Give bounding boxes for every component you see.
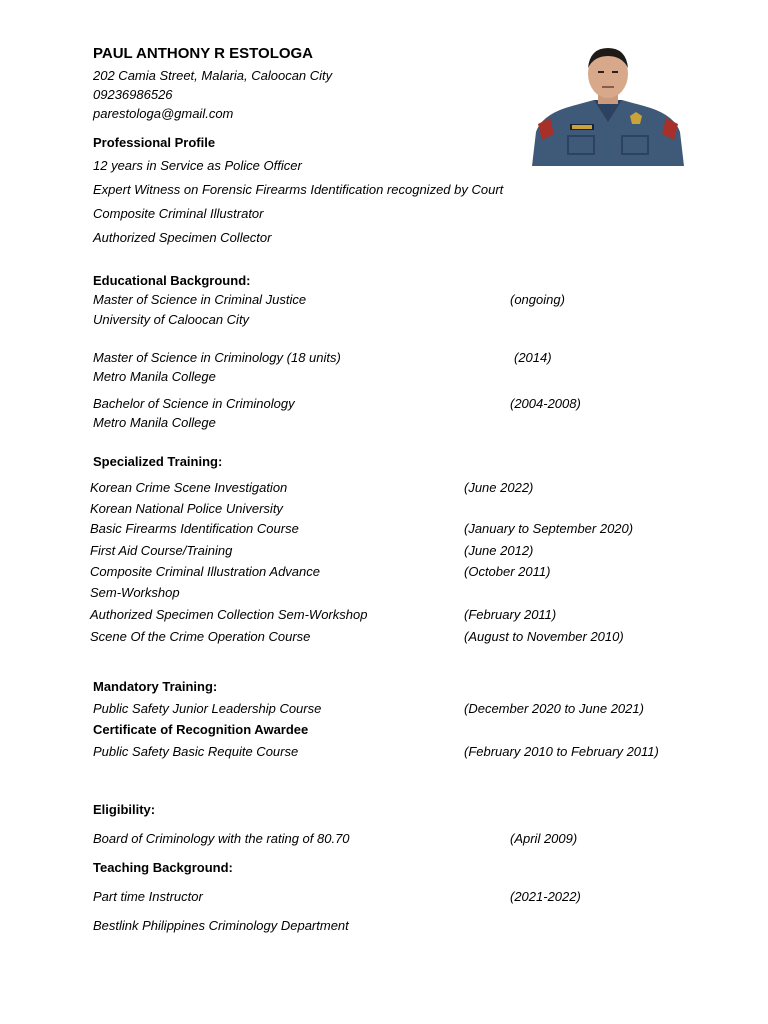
eligibility-item: Board of Criminology with the rating of 80.70 (93, 831, 350, 846)
education-degree: Master of Science in Criminal Justice (93, 292, 307, 307)
profile-item: 12 years in Service as Police Officer (93, 158, 302, 173)
award-line: Certificate of Recognition Awardee (93, 722, 309, 737)
email-line: parestologa@gmail.com (93, 106, 234, 121)
mandatory-date: (December 2020 to June 2021) (464, 701, 644, 716)
profile-item: Composite Criminal Illustrator (93, 206, 264, 221)
training-course: Composite Criminal Illustration Advance (90, 564, 321, 579)
education-school: University of Caloocan City (93, 312, 250, 327)
training-date: (June 2022) (464, 480, 534, 495)
mandatory-course: Public Safety Junior Leadership Course (93, 701, 322, 716)
training-course: Scene Of the Crime Operation Course (90, 629, 311, 644)
resume-name: PAUL ANTHONY R ESTOLOGA (93, 45, 314, 62)
training-date: (August to November 2010) (464, 629, 624, 644)
education-heading: Educational Background: (93, 273, 251, 288)
education-degree: Bachelor of Science in Criminology (93, 396, 295, 411)
training-course: Sem-Workshop (90, 585, 180, 600)
address-line: 202 Camia Street, Malaria, Caloocan City (93, 68, 333, 83)
education-date: (2004-2008) (510, 396, 581, 411)
teaching-date: (2021-2022) (510, 889, 581, 904)
education-school: Metro Manila College (93, 369, 216, 384)
mandatory-heading: Mandatory Training: (93, 679, 218, 694)
profile-item: Authorized Specimen Collector (93, 230, 272, 245)
profile-heading: Professional Profile (93, 135, 216, 150)
training-course: Authorized Specimen Collection Sem-Workshop (90, 607, 368, 622)
training-date: (February 2011) (464, 607, 557, 622)
teaching-place: Bestlink Philippines Criminology Department (93, 918, 349, 933)
mandatory-date: (February 2010 to February 2011) (464, 744, 659, 759)
education-date: (2014) (514, 350, 552, 365)
training-course: Korean National Police University (90, 501, 283, 516)
training-course: Basic Firearms Identification Course (90, 521, 299, 536)
teaching-heading: Teaching Background: (93, 860, 233, 875)
eligibility-heading: Eligibility: (93, 802, 156, 817)
training-date: (October 2011) (464, 564, 551, 579)
training-course: Korean Crime Scene Investigation (90, 480, 288, 495)
eligibility-date: (April 2009) (510, 831, 578, 846)
specialized-heading: Specialized Training: (93, 454, 223, 469)
training-date: (January to September 2020) (464, 521, 634, 536)
phone-line: 09236986526 (93, 87, 173, 102)
education-date: (ongoing) (510, 292, 565, 307)
mandatory-course: Public Safety Basic Requite Course (93, 744, 299, 759)
education-school: Metro Manila College (93, 415, 216, 430)
profile-photo (532, 44, 684, 166)
education-degree: Master of Science in Criminology (18 units) (93, 350, 341, 365)
teaching-role: Part time Instructor (93, 889, 203, 904)
training-date: (June 2012) (464, 543, 534, 558)
profile-item: Expert Witness on Forensic Firearms Identification recognized by Court (93, 182, 504, 197)
training-course: First Aid Course/Training (90, 543, 233, 558)
officer-portrait-graphic (532, 44, 684, 166)
